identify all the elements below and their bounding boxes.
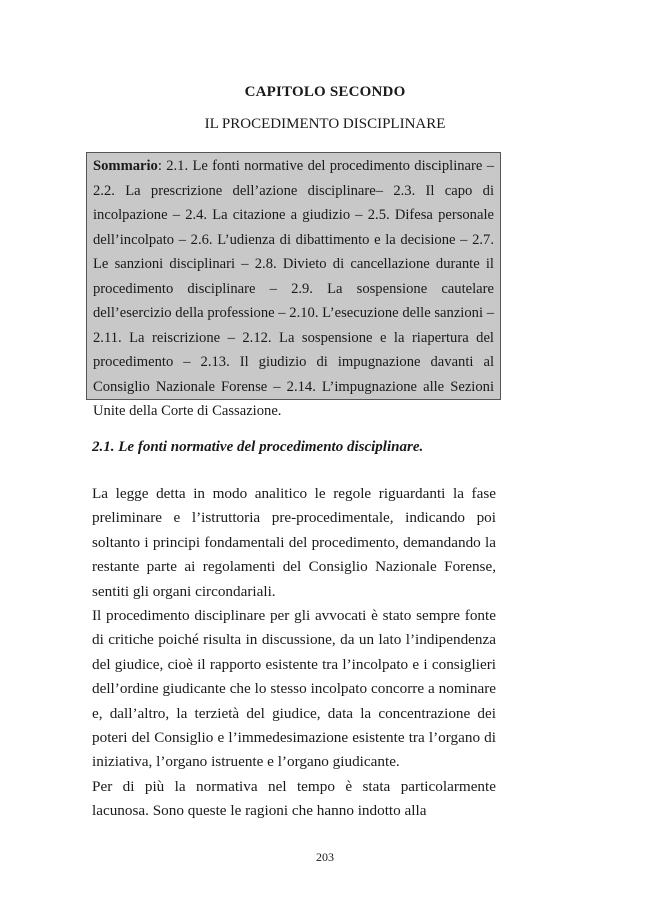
- summary-box: [86, 152, 501, 419]
- summary-text: : 2.1. Le fonti normative del procedimento disciplinare – 2.2. La prescrizione dell’azione disciplinare– 2.3. Il capo di incolpazione – 2.4. La citazione a giudizio – 2.5. Difesa personale dell’incolpato – 2.6. L’udienza di dibattimento e la decisione – 2.7. Le sanzioni disciplinari – 2.8. Divieto di cancellazione durante il procedimento disciplinare – 2.9. La sospensione cautelare dell’esercizio della professione – 2.10. L’esecuzione delle sanzioni – 2.11. La reiscrizione – 2.12. La sospensione e la riapertura del procedimento – 2.13. Il giudizio di impugnazione davanti al Consiglio Nazionale Forense – 2.14. L’impugnazione alle Sezioni Unite della Corte di Cassazione.: [93, 158, 494, 419]
- section-heading: 2.1. Le fonti normative del procedimento disciplinare.: [92, 439, 424, 455]
- page-number: 203: [316, 850, 334, 864]
- body-text: [92, 482, 496, 824]
- chapter-title: CAPITOLO SECONDO: [244, 84, 406, 100]
- summary-label: Sommario: [93, 158, 158, 174]
- body-paragraph: Per di più la normativa nel tempo è stata particolarmente lacunosa. Sono queste le ragioni che hanno indotto alla: [92, 777, 496, 820]
- body-paragraph: Il procedimento disciplinare per gli avvocati è stato sempre fonte di critiche poiché risulta in discussione, da un lato l’indipendenza del giudice, cioè il rapporto esistente tra l’incolpato e i consiglieri dell’ordine giudicante che lo stesso incolpato concorre a nominare e, dall’altro, la terzietà del giudice, data la concentrazione dei poteri del Consiglio e l’immedesimazione esistente tra l’organo di iniziativa, l’organo istruente e l’organo giudicante.: [92, 607, 496, 771]
- body-paragraph: La legge detta in modo analitico le regole riguardanti la fase preliminare e l’istruttoria pre-procedimentale, indicando poi soltanto i principi fondamentali del procedimento, demandando la restante parte ai regolamenti del Consiglio Nazionale Forense, sentiti gli organi circondariali.: [92, 485, 496, 600]
- chapter-subtitle: IL PROCEDIMENTO DISCIPLINARE: [204, 116, 446, 132]
